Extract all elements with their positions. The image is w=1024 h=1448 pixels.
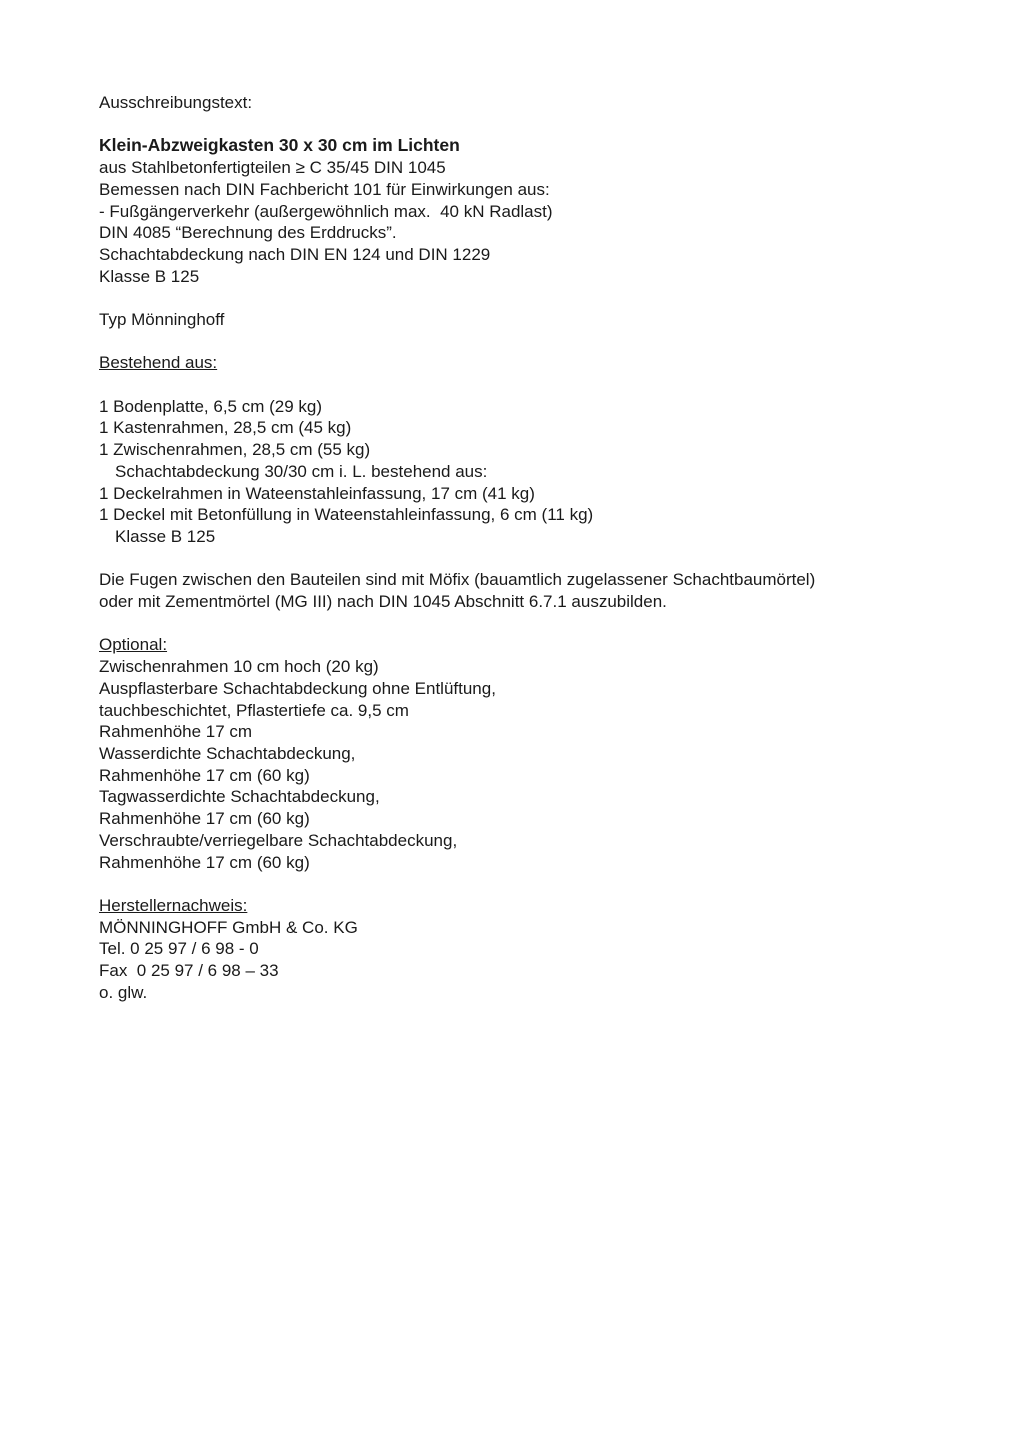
manufacturer-name: MÖNNINGHOFF GmbH & Co. KG [99, 917, 358, 937]
parts-heading: Bestehend aus: [99, 353, 218, 373]
parts-item: 1 Deckelrahmen in Wateenstahleinfassung, 17 cm (41 kg) [99, 483, 535, 503]
parts-item: Klasse B 125 [115, 527, 216, 546]
optional-item: tauchbeschichtet, Pflastertiefe ca. 9,5 cm [99, 700, 409, 720]
optional-item: Verschraubte/verriegelbare Schachtabdeckung, [99, 830, 458, 850]
spacer [99, 613, 979, 635]
joints-line: Die Fugen zwischen den Bauteilen sind mit Möfix (bauamtlich zugelassener Schachtbaumörtel) [99, 570, 816, 590]
optional-heading: Optional: [99, 635, 168, 655]
parts-item: Schachtabdeckung 30/30 cm i. L. bestehend aus: [115, 461, 488, 481]
document-page [99, 92, 979, 1003]
optional-item: Rahmenhöhe 17 cm (60 kg) [99, 809, 310, 829]
manufacturer-tel: Tel. 0 25 97 / 6 98 - 0 [99, 939, 259, 959]
optional-item: Rahmenhöhe 17 cm (60 kg) [99, 765, 310, 785]
intro-line: Schachtabdeckung nach DIN EN 124 und DIN 1229 [99, 244, 491, 264]
document-header: Ausschreibungstext: [99, 93, 253, 112]
optional-item: Zwischenrahmen 10 cm hoch (20 kg) [99, 657, 379, 677]
optional-item: Rahmenhöhe 17 cm [99, 722, 253, 742]
spacer [99, 287, 979, 309]
spacer [99, 548, 979, 570]
type-line: Typ Mönninghoff [99, 310, 225, 329]
intro-line: Bemessen nach DIN Fachbericht 101 für Einwirkungen aus: [99, 179, 550, 199]
document-title: Klein-Abzweigkasten 30 x 30 cm im Lichten [99, 135, 460, 156]
spacer [99, 114, 979, 136]
intro-line: Klasse B 125 [99, 266, 200, 286]
optional-item: Rahmenhöhe 17 cm (60 kg) [99, 852, 310, 872]
parts-item: 1 Zwischenrahmen, 28,5 cm (55 kg) [99, 440, 371, 460]
intro-line: aus Stahlbetonfertigteilen ≥ C 35/45 DIN 1045 [99, 158, 446, 178]
parts-item: 1 Bodenplatte, 6,5 cm (29 kg) [99, 396, 323, 416]
manufacturer-note: o. glw. [99, 982, 148, 1002]
spacer [99, 873, 979, 895]
parts-item: 1 Kastenrahmen, 28,5 cm (45 kg) [99, 418, 352, 438]
manufacturer-fax: Fax 0 25 97 / 6 98 – 33 [99, 961, 279, 981]
optional-item: Tagwasserdichte Schachtabdeckung, [99, 787, 380, 807]
spacer [99, 374, 979, 396]
optional-item: Wasserdichte Schachtabdeckung, [99, 744, 356, 763]
intro-line: DIN 4085 “Berechnung des Erddrucks”. [99, 223, 397, 243]
joints-line: oder mit Zementmörtel (MG III) nach DIN 1045 Abschnitt 6.7.1 auszubilden. [99, 592, 667, 612]
optional-item: Auspflasterbare Schachtabdeckung ohne Entlüftung, [99, 678, 496, 698]
manufacturer-heading: Herstellernachweis: [99, 895, 248, 915]
parts-item: 1 Deckel mit Betonfüllung in Wateenstahleinfassung, 6 cm (11 kg) [99, 505, 594, 525]
intro-line: - Fußgängerverkehr (außergewöhnlich max. 40 kN Radlast) [99, 201, 553, 221]
spacer [99, 331, 979, 353]
